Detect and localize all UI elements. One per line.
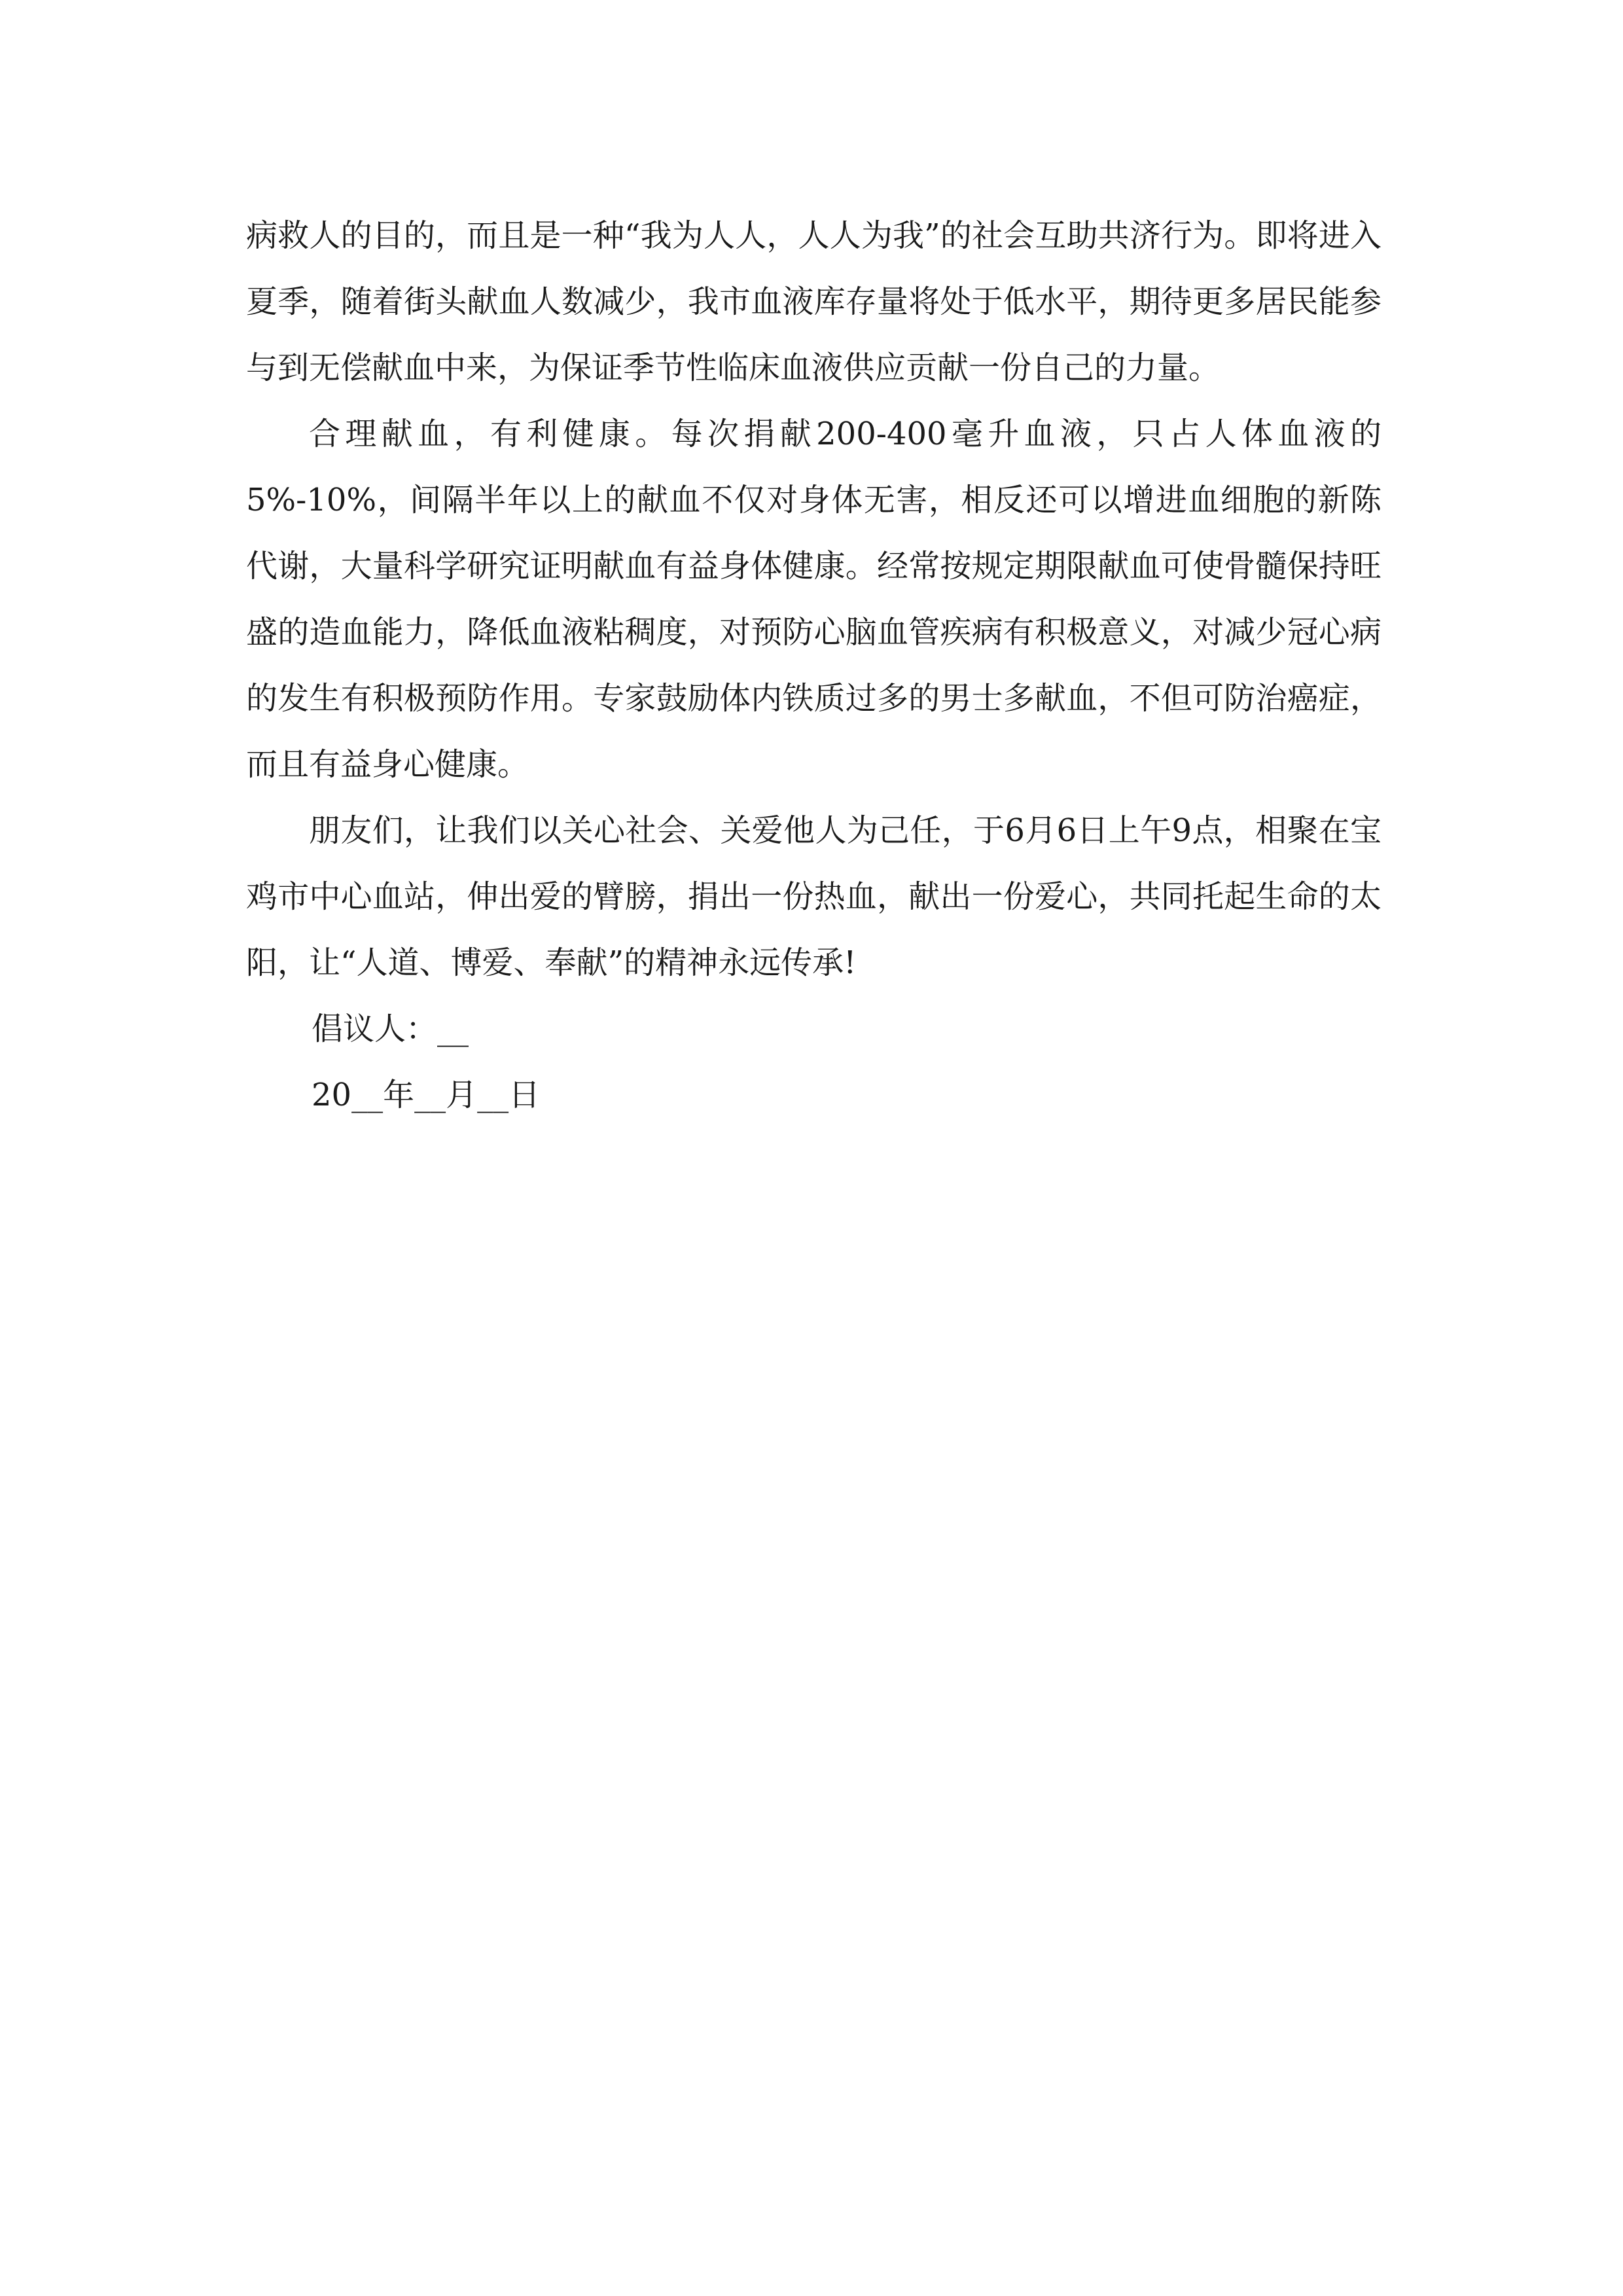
paragraph-call-to-action: 朋友们，让我们以关心社会、关爱他人为己任，于6月6日上午9点，相聚在宝鸡市中心血站，伸出爱的臂膀，捐出一份热血，献出一份爱心，共同托起生命的太阳，让“人道、博爱、奉献”的精神永远传承! (246, 812, 1382, 981)
paragraph-health-benefits: 合理献血，有利健康。每次捐献200-400毫升血液，只占人体血液的5%-10%，间隔半年以上的献血不仅对身体无害，相反还可以增进血细胞的新陈代谢，大量科学研究证明献血有益身体健康。经常按规定期限献血可使骨髓保持旺盛的造血能力，降低血液粘稠度，对预防心脑血管疾病有积极意义，对减少冠心病的发生有积极预防作用。专家鼓励体内铁质过多的男士多献血，不但可防治癌症，而且有益身心健康。 (246, 416, 1382, 783)
paragraph-continuation: 病救人的目的，而且是一种“我为人人，人人为我”的社会互助共济行为。即将进入夏季，随着街头献血人数减少，我市血液库存量将处于低水平，期待更多居民能参与到无偿献血中来，为保证季节性临床血液供应贡献一份自己的力量。 (246, 217, 1382, 386)
document-body (246, 203, 1382, 1128)
date-line: 20__年__月__日 (312, 1077, 541, 1113)
initiator-line: 倡议人：__ (312, 1011, 469, 1047)
